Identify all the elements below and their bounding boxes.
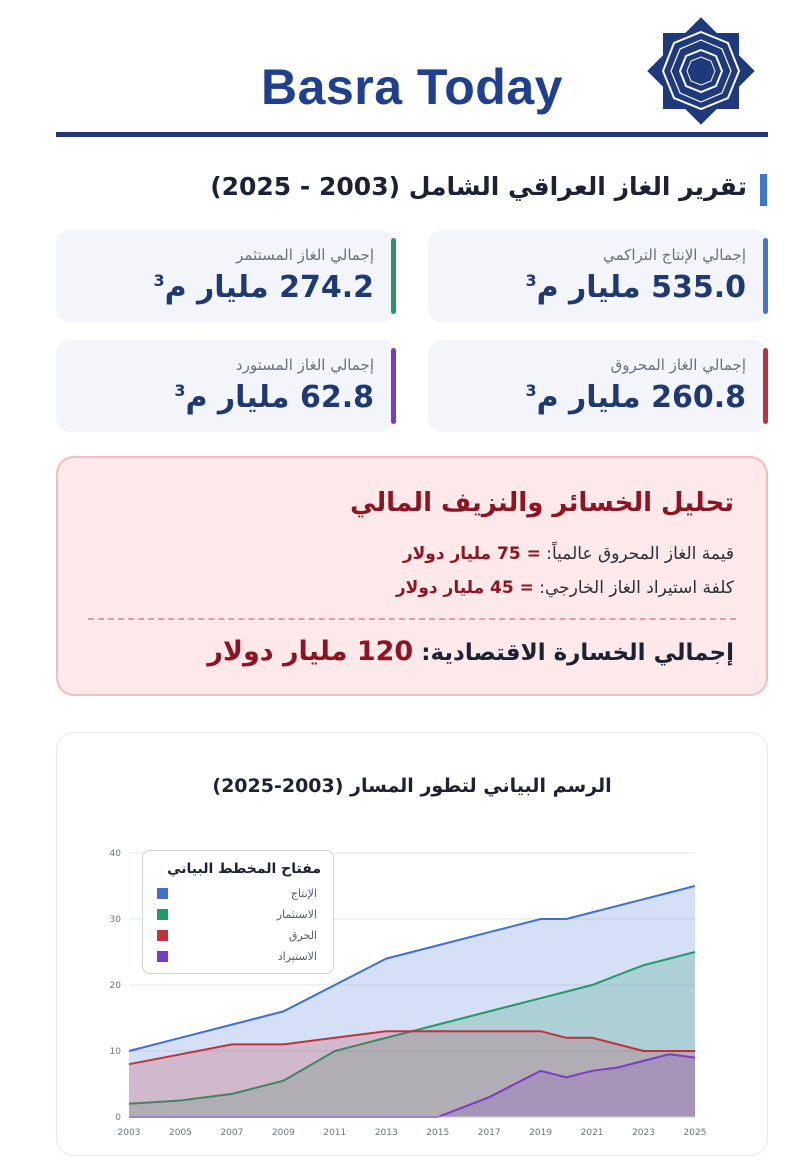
- stat-unit-sup: 3: [174, 381, 186, 400]
- legend-item-imports: [157, 948, 321, 966]
- header: [56, 0, 768, 140]
- loss-line-import-cost: [396, 578, 734, 598]
- stat-label: إجمالي الغاز المستثمر: [236, 246, 374, 264]
- stat-unit-sup: 3: [525, 271, 537, 290]
- loss-line-amount: = 75 مليار دولار: [402, 544, 541, 564]
- x-tick-label: 2007: [220, 1128, 244, 1138]
- legend-swatch: [157, 951, 168, 962]
- loss-line-flared-value: [403, 544, 734, 564]
- loss-line-amount: = 45 مليار دولار: [395, 578, 534, 598]
- losses-total-amount: 120 مليار دولار: [207, 636, 414, 667]
- stat-accent-bar: [763, 238, 768, 314]
- stat-value: 535.0: [651, 270, 746, 305]
- legend-swatch: [157, 888, 168, 899]
- stat-unit-sup: 3: [153, 271, 165, 290]
- losses-title: تحليل الخسائر والنزيف المالي: [350, 488, 734, 518]
- stat-card-flared: [428, 340, 768, 432]
- chart-legend: [142, 850, 334, 974]
- chart-title: الرسم البياني لتطور المسار (2003-2025): [212, 775, 612, 797]
- stat-unit: مليار م: [185, 380, 290, 415]
- legend-swatch: [157, 930, 168, 941]
- losses-panel: [56, 456, 768, 696]
- stat-value-row: [525, 380, 746, 415]
- x-tick-label: 2003: [117, 1128, 141, 1138]
- x-tick-label: 2021: [580, 1128, 604, 1138]
- stat-value-row: [525, 270, 746, 305]
- legend-title: مفتاح المخطط البياني: [167, 861, 321, 877]
- report-title: تقرير الغاز العراقي الشامل (2003 - 2025): [127, 172, 767, 201]
- stat-card-production: [428, 230, 768, 322]
- loss-line-label: كلفة استيراد الغاز الخارجي:: [539, 578, 734, 598]
- stat-value: 62.8: [299, 380, 374, 415]
- legend-label: الإنتاج: [290, 887, 317, 900]
- header-divider: [56, 132, 768, 137]
- losses-divider: [88, 618, 736, 620]
- legend-label: الاستيراد: [277, 950, 317, 963]
- chart-card: [56, 732, 768, 1156]
- stat-unit: مليار م: [164, 270, 269, 305]
- stat-value: 260.8: [651, 380, 746, 415]
- y-tick-label: 0: [115, 1113, 121, 1123]
- stat-accent-bar: [391, 238, 396, 314]
- y-tick-label: 30: [109, 915, 121, 925]
- stat-value-row: [153, 270, 374, 305]
- stat-accent-bar: [763, 348, 768, 424]
- x-tick-label: 2019: [529, 1128, 553, 1138]
- loss-line-label: قيمة الغاز المحروق عالمياً:: [546, 544, 734, 564]
- y-tick-label: 20: [109, 981, 121, 991]
- stat-card-imported: [56, 340, 396, 432]
- x-tick-label: 2013: [374, 1128, 398, 1138]
- legend-label: الاستثمار: [276, 908, 317, 921]
- x-tick-label: 2011: [323, 1128, 347, 1138]
- losses-total-label: إجمالي الخسارة الاقتصادية:: [421, 640, 734, 666]
- legend-label: الحرق: [288, 929, 317, 942]
- stat-accent-bar: [391, 348, 396, 424]
- y-tick-label: 40: [109, 849, 121, 859]
- octagon-star-logo-icon: [636, 10, 766, 132]
- x-tick-label: 2005: [169, 1128, 192, 1138]
- x-tick-label: 2025: [683, 1128, 707, 1138]
- legend-item-investment: [157, 906, 321, 924]
- stat-card-invested: [56, 230, 396, 322]
- x-tick-label: 2017: [477, 1128, 501, 1138]
- stat-label: إجمالي الغاز المحروق: [610, 356, 746, 374]
- stat-label: إجمالي الغاز المستورد: [235, 356, 374, 374]
- legend-swatch: [157, 909, 168, 920]
- losses-total: [207, 636, 734, 667]
- stat-unit-sup: 3: [525, 381, 537, 400]
- brand-title: Basra Today: [261, 59, 563, 115]
- legend-item-flaring: [157, 927, 321, 945]
- stat-unit: مليار م: [536, 380, 641, 415]
- legend-item-production: [157, 885, 321, 903]
- x-tick-label: 2023: [632, 1128, 655, 1138]
- stat-value: 274.2: [279, 270, 374, 305]
- x-tick-label: 2009: [271, 1128, 295, 1138]
- stat-unit: مليار م: [536, 270, 641, 305]
- y-tick-label: 10: [109, 1047, 121, 1057]
- stat-label: إجمالي الإنتاج التراكمي: [603, 246, 746, 264]
- stat-value-row: [174, 380, 374, 415]
- x-tick-label: 2015: [426, 1128, 450, 1138]
